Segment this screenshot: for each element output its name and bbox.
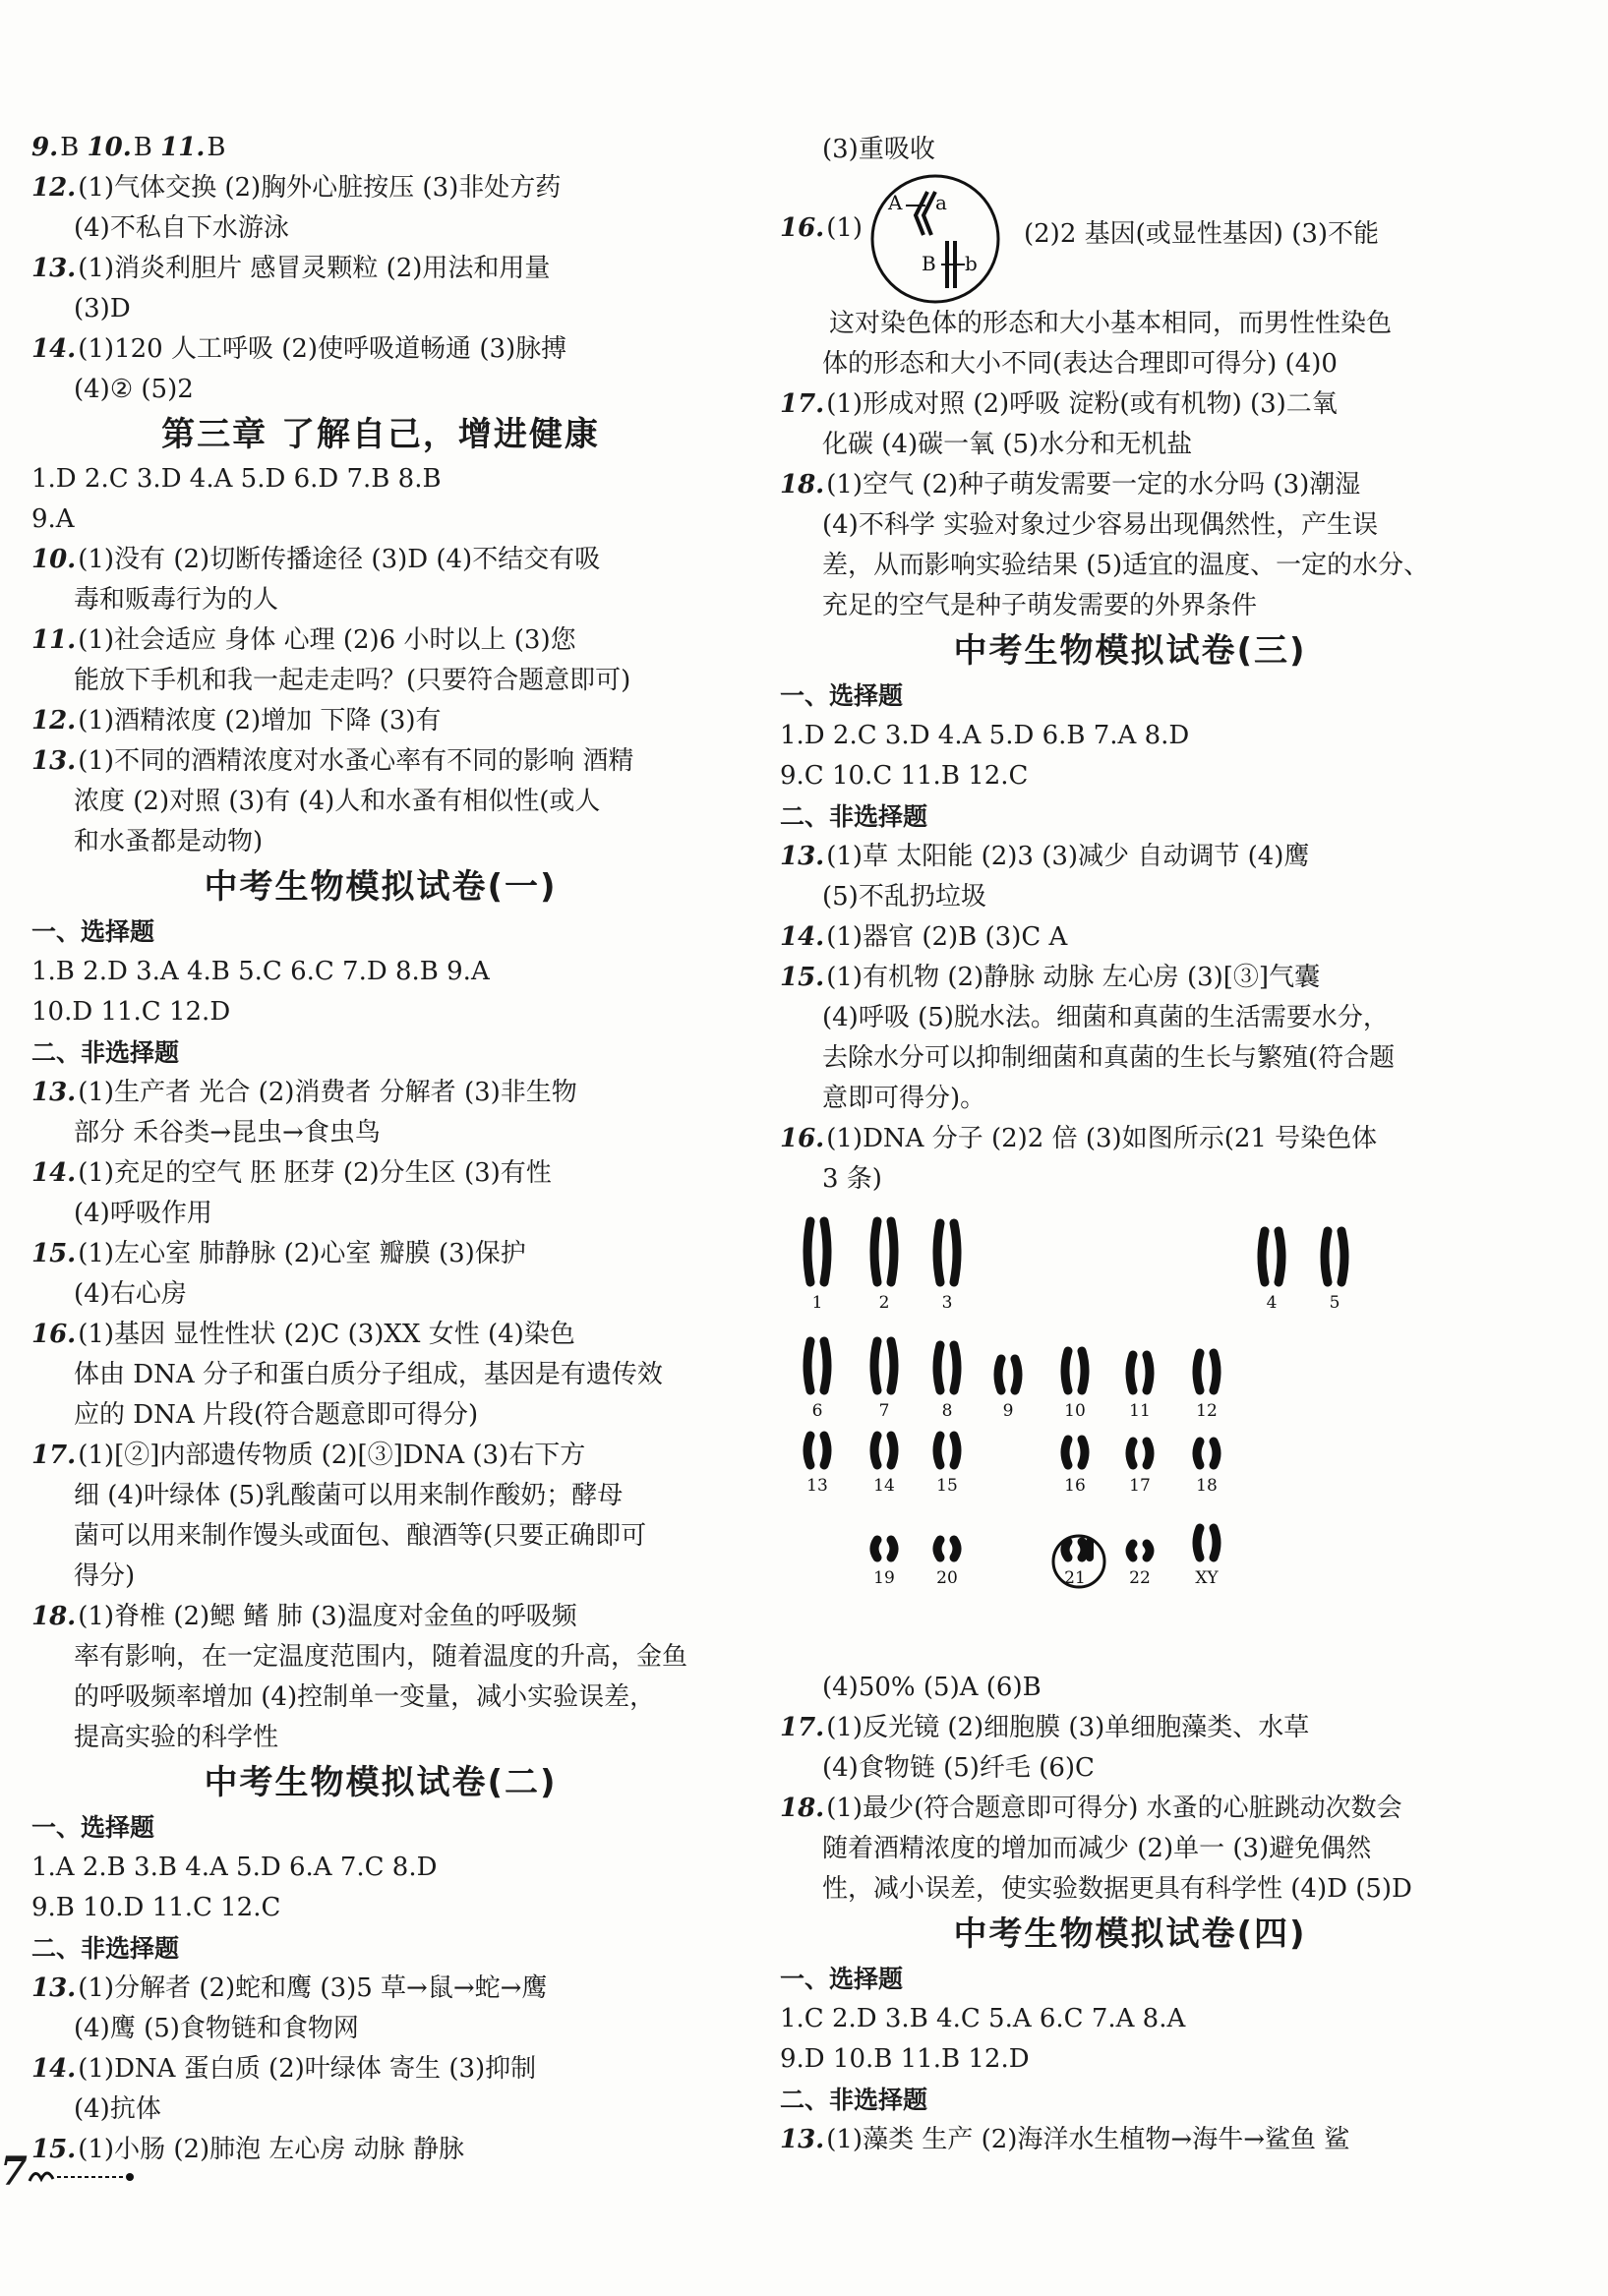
chromosome-pair	[1065, 1351, 1085, 1390]
chromosome-label: 12	[1196, 1401, 1218, 1421]
answer-text: (4)鹰 (5)食物链和食物网	[74, 2014, 359, 2043]
question-number: 17.	[31, 1441, 77, 1470]
answer-line	[31, 1888, 730, 1928]
answer-text: (1)120 人工呼吸 (2)使呼吸道畅通 (3)脉搏	[78, 334, 567, 364]
question-number: 13.	[31, 1078, 77, 1107]
answer-text: 这对染色体的形态和大小基本相同，而男性性染色	[829, 309, 1393, 338]
answer-line	[31, 741, 730, 782]
answer-line	[31, 701, 730, 741]
answer-text: (4)② (5)2	[74, 375, 194, 404]
chromosome-label: 10	[1064, 1401, 1086, 1421]
answer-line	[31, 1234, 730, 1274]
question-number: 11.	[160, 133, 206, 162]
answer-line	[780, 465, 1480, 505]
chromosome-pair	[874, 1221, 894, 1282]
answer-text: (1)基因 显性性状 (2)C (3)XX 女性 (4)染色	[78, 1320, 575, 1349]
chromosome-pair	[1197, 1528, 1217, 1558]
allele-label-B: B	[922, 252, 936, 275]
answer-text: B	[133, 133, 161, 162]
answer-line	[31, 1274, 730, 1315]
answer-line	[780, 505, 1480, 546]
answer-text: (1)DNA 分子 (2)2 倍 (3)如图所示(21 号染色体	[826, 1124, 1378, 1153]
answer-text: 充足的空气是种子萌发需要的外界条件	[822, 591, 1258, 620]
answer-line	[31, 1557, 730, 1597]
answer-text: 差，从而影响实验结果 (5)适宜的温度、一定的水分、	[822, 551, 1430, 580]
answer-text: (4)抗体	[74, 2094, 161, 2124]
answer-text: 随着酒精浓度的增加而减少 (2)单一 (3)避免偶然	[822, 1834, 1372, 1863]
chromosome-pair	[1130, 1544, 1150, 1558]
chromosome-pair	[937, 1436, 957, 1465]
answer-text: (1)有机物 (2)静脉 动脉 左心房 (3)[③]气囊	[826, 963, 1321, 992]
answer-text: 1.B 2.D 3.A 4.B 5.C 6.C 7.D 8.B 9.A	[31, 957, 490, 986]
right-block-5	[780, 1999, 1480, 2080]
answer-text: (1)脊椎 (2)鳃 鳍 肺 (3)温度对金鱼的呼吸频	[78, 1602, 577, 1631]
answer-line	[780, 998, 1480, 1038]
question-number: 15.	[31, 1239, 77, 1268]
answer-text: (1)最少(符合题意即可得分) 水蚤的心脏跳动次数会	[826, 1794, 1402, 1823]
answer-line	[780, 1038, 1480, 1079]
answer-line	[780, 756, 1480, 796]
chromosome-pair	[1130, 1355, 1150, 1390]
answer-line: (2)2 基因(或显性基因) (3)不能	[1024, 219, 1380, 249]
answer-text: 率有影响，在一定温度范围内，随着温度的升高，金鱼	[74, 1642, 688, 1672]
answer-line	[31, 2090, 730, 2130]
chromosome-label: 4	[1266, 1293, 1278, 1313]
chromosome-label: 21	[1064, 1568, 1086, 1588]
answer-text: 提高实验的科学性	[74, 1723, 279, 1752]
answer-text: 9.A	[31, 504, 75, 534]
answer-text: (1)不同的酒精浓度对水蚤心率有不同的影响 酒精	[78, 746, 634, 776]
answer-line	[31, 128, 730, 168]
answer-line	[31, 540, 730, 580]
right-block-1	[780, 304, 1480, 626]
chromosome-label: 9	[1002, 1401, 1014, 1421]
question-number: 9.	[31, 133, 59, 162]
page-ornament-icon	[28, 2165, 136, 2185]
chromosome-label: 13	[806, 1476, 828, 1496]
answer-text: (4)不科学 实验对象过少容易出现偶然性，产生误	[822, 510, 1379, 540]
allele-label-A: A	[888, 191, 903, 214]
chromosome-label: 6	[811, 1401, 823, 1421]
answer-text: (1)草 太阳能 (2)3 (3)减少 自动调节 (4)鹰	[826, 842, 1310, 871]
answer-line	[31, 1969, 730, 2009]
section-nonchoice-4: 二、非选择题	[780, 2086, 928, 2114]
answer-line	[780, 877, 1480, 917]
section-nonchoice-1: 二、非选择题	[31, 1038, 180, 1067]
answer-text: 浓度 (2)对照 (3)有 (4)人和水蚤有相似性(或人	[74, 787, 601, 816]
chromosome-pair	[937, 1223, 957, 1282]
chromosome-label: 17	[1129, 1476, 1151, 1496]
answer-text: 应的 DNA 片段(符合题意即可得分)	[74, 1400, 479, 1430]
answer-line	[31, 1153, 730, 1194]
question-number: 13.	[31, 746, 77, 776]
section-choice-4: 一、选择题	[780, 1965, 904, 1993]
left-block-5	[31, 1848, 730, 1928]
question-number: 13.	[31, 254, 77, 283]
answer-text: (4)50% (5)A (6)B	[822, 1673, 1042, 1702]
answer-line	[31, 1848, 730, 1888]
question-number: 15.	[780, 963, 825, 992]
answer-line	[780, 304, 1480, 344]
chromosome-pair	[937, 1540, 957, 1558]
chromosome-label: 8	[941, 1401, 953, 1421]
karyotype-figure	[780, 1206, 1480, 1668]
answer-line	[31, 1597, 730, 1637]
answer-text: (1)左心室 肺静脉 (2)心室 瓣膜 (3)保护	[78, 1239, 526, 1268]
section-nonchoice-2: 二、非选择题	[31, 1934, 180, 1963]
chromosome-label: 22	[1129, 1568, 1151, 1588]
chromosome-pair	[1130, 1442, 1150, 1465]
question-number: 14.	[31, 1158, 77, 1188]
answer-text: 性，减小误差，使实验数据更具有科学性 (4)D (5)D	[822, 1874, 1412, 1904]
chromosome-pair	[807, 1221, 827, 1282]
question-number: 10.	[87, 133, 132, 162]
answer-text: 毒和贩毒行为的人	[74, 585, 279, 615]
answer-text: (1)[②]内部遗传物质 (2)[③]DNA (3)右下方	[78, 1441, 586, 1470]
chromosome-pair-diagram	[866, 170, 1004, 308]
answer-line	[31, 2049, 730, 2090]
chromosome-label: 19	[873, 1568, 895, 1588]
answer-text: 9.B 10.D 11.C 12.C	[31, 1893, 281, 1922]
question-number: 17.	[780, 389, 825, 419]
question-number: 18.	[780, 470, 825, 500]
question-number: 10.	[31, 545, 77, 574]
answer-text: (5)不乱扔垃圾	[822, 882, 986, 912]
chromosome-pair	[1065, 1440, 1085, 1465]
right-column	[780, 130, 1480, 2160]
chromosome-pair	[1197, 1353, 1217, 1390]
question-number: 12.	[31, 173, 77, 203]
answer-line	[780, 958, 1480, 998]
answer-text: (1)生产者 光合 (2)消费者 分解者 (3)非生物	[78, 1078, 577, 1107]
answer-line	[780, 586, 1480, 626]
answer-line	[780, 1829, 1480, 1869]
question-number: 14.	[780, 922, 825, 952]
answer-text: (4)右心房	[74, 1279, 187, 1309]
chromosome-label: 11	[1129, 1401, 1151, 1421]
exam-heading-3: 中考生物模拟试卷(三)	[953, 631, 1307, 671]
chromosome-pair	[874, 1540, 894, 1558]
answer-line	[31, 249, 730, 289]
answer-line	[31, 500, 730, 540]
answer-text: 细 (4)叶绿体 (5)乳酸菌可以用来制作酸奶；酵母	[74, 1481, 624, 1510]
answer-line	[31, 459, 730, 500]
answer-line	[31, 329, 730, 370]
answer-text: 10.D 11.C 12.D	[31, 997, 231, 1027]
answer-text: (1)社会适应 身体 心理 (2)6 小时以上 (3)您	[78, 625, 576, 655]
answer-text: 能放下手机和我一起走走吗？(只要符合题意即可)	[74, 666, 631, 695]
answer-line	[31, 620, 730, 661]
answer-line	[780, 1159, 1480, 1200]
question-number: 14.	[31, 2054, 77, 2084]
answer-text: 1.D 2.C 3.D 4.A 5.D 6.D 7.B 8.B	[31, 464, 442, 494]
answer-line	[31, 370, 730, 410]
answer-text: (4)呼吸 (5)脱水法。细菌和真菌的生活需要水分，	[822, 1003, 1389, 1032]
chromosome-pair	[1262, 1231, 1281, 1282]
answer-text: (1)气体交换 (2)胸外心脏按压 (3)非处方药	[78, 173, 562, 203]
answer-text: 去除水分可以抑制细菌和真菌的生长与繁殖(符合题	[822, 1043, 1396, 1073]
question-number: 13.	[780, 842, 825, 871]
answer-line	[780, 917, 1480, 958]
chromosome-pair	[807, 1341, 827, 1390]
answer-line	[31, 1436, 730, 1476]
question-number: 13.	[780, 2125, 825, 2154]
answer-text: 得分)	[74, 1561, 136, 1591]
answer-line	[31, 1395, 730, 1436]
answer-line	[780, 2039, 1480, 2080]
answer-line	[780, 837, 1480, 877]
chromosome-label: 1	[811, 1293, 823, 1313]
answer-line	[780, 1708, 1480, 1748]
right-block-2	[780, 716, 1480, 796]
chapter-heading: 第三章 了解自己，增进健康	[161, 415, 600, 454]
chromosome-pair	[998, 1359, 1018, 1390]
answer-line	[31, 1678, 730, 1718]
answer-line	[780, 344, 1480, 384]
answer-line	[31, 1718, 730, 1758]
answer-line	[780, 1789, 1480, 1829]
answer-text: (1)分解者 (2)蛇和鹰 (3)5 草→鼠→蛇→鹰	[78, 1973, 548, 2003]
answer-line	[31, 952, 730, 992]
chromosome-label: 20	[936, 1568, 958, 1588]
answer-line	[31, 1355, 730, 1395]
exam-heading-4: 中考生物模拟试卷(四)	[953, 1914, 1307, 1954]
answer-line	[31, 1073, 730, 1113]
answer-text: 部分 禾谷类→昆虫→食虫鸟	[74, 1118, 381, 1148]
answer-text: (1)形成对照 (2)呼吸 淀粉(或有机物) (3)二氧	[826, 389, 1338, 419]
answer-line	[780, 425, 1480, 465]
allele-label-b: b	[965, 252, 978, 275]
exam-heading-1: 中考生物模拟试卷(一)	[204, 867, 558, 907]
right-block-6	[780, 2120, 1480, 2160]
answer-line	[780, 1668, 1480, 1708]
answer-line	[31, 822, 730, 862]
question-number: 14.	[31, 334, 77, 364]
answer-text: 和水蚤都是动物)	[74, 827, 264, 856]
answer-line	[780, 1079, 1480, 1119]
answer-text: (4)呼吸作用	[74, 1199, 212, 1228]
answer-line: (3)重吸收	[822, 135, 935, 164]
answer-prefix: (1)	[826, 213, 864, 243]
question-16-diagram-row	[780, 170, 1480, 304]
chromosome-pair	[1197, 1442, 1217, 1465]
right-block-4	[780, 1668, 1480, 1910]
chromosome-pair	[874, 1436, 894, 1465]
question-number: 18.	[780, 1794, 825, 1823]
chromosome-label: 15	[936, 1476, 958, 1496]
answer-text: 体由 DNA 分子和蛋白质分子组成，基因是有遗传效	[74, 1360, 663, 1389]
left-block-4	[31, 1073, 730, 1758]
answer-text: 9.C 10.C 11.B 12.C	[780, 761, 1029, 791]
chromosome-label: 18	[1196, 1476, 1218, 1496]
answer-line	[780, 716, 1480, 756]
answer-line	[780, 1119, 1480, 1159]
answer-line	[31, 2009, 730, 2049]
answer-text: (1)藻类 生产 (2)海洋水生植物→海牛→鲨鱼 鲨	[826, 2125, 1350, 2154]
question-number: 17.	[780, 1713, 825, 1742]
left-block-2	[31, 459, 730, 862]
answer-line	[780, 1748, 1480, 1789]
answer-line	[31, 168, 730, 208]
answer-text: (1)DNA 蛋白质 (2)叶绿体 寄生 (3)抑制	[78, 2054, 537, 2084]
answer-line	[31, 580, 730, 620]
answer-text: 体的形态和大小不同(表达合理即可得分) (4)0	[822, 349, 1338, 379]
answer-line	[31, 2130, 730, 2170]
answer-line	[31, 782, 730, 822]
allele-label-a: a	[935, 191, 947, 214]
answer-line	[780, 1869, 1480, 1910]
answer-text: (1)消炎利胆片 感冒灵颗粒 (2)用法和用量	[78, 254, 551, 283]
answer-text: 菌可以用来制作馒头或面包、酿酒等(只要正确即可	[74, 1521, 647, 1551]
question-number: 16.	[780, 1124, 825, 1153]
question-number: 13.	[31, 1973, 77, 2003]
section-nonchoice-3: 二、非选择题	[780, 802, 928, 831]
chromosome-label: 3	[941, 1293, 953, 1313]
chromosome-label: 5	[1329, 1293, 1340, 1313]
left-block-6	[31, 1969, 730, 2170]
answer-line	[31, 1194, 730, 1234]
left-block-3	[31, 952, 730, 1032]
answer-text: (1)小肠 (2)肺泡 左心房 动脉 静脉	[78, 2135, 464, 2164]
chromosome-pair	[1325, 1231, 1344, 1282]
question-number: 11.	[31, 625, 77, 655]
answer-text: (1)充足的空气 胚 胚芽 (2)分生区 (3)有性	[78, 1158, 552, 1188]
section-choice-2: 一、选择题	[31, 1813, 155, 1842]
answer-line	[31, 661, 730, 701]
answer-text: (1)没有 (2)切断传播途径 (3)D (4)不结交有吸	[78, 545, 601, 574]
chromosome-label: 2	[878, 1293, 890, 1313]
answer-text: 1.A 2.B 3.B 4.A 5.D 6.A 7.C 8.D	[31, 1853, 438, 1882]
question-number: 12.	[31, 706, 77, 736]
answer-line	[31, 289, 730, 329]
section-choice-1: 一、选择题	[31, 917, 155, 946]
chromosome-label: 16	[1064, 1476, 1086, 1496]
answer-text: 9.D 10.B 11.B 12.D	[780, 2044, 1030, 2074]
chromosome-pair	[807, 1436, 827, 1465]
chromosome-label: 14	[873, 1476, 895, 1496]
answer-line	[31, 208, 730, 249]
answer-text: 的呼吸频率增加 (4)控制单一变量，减小实验误差，	[74, 1682, 656, 1712]
answer-line	[31, 1476, 730, 1516]
answer-text: (1)器官 (2)B (3)C A	[826, 922, 1068, 952]
chromosome-label: XY	[1195, 1568, 1219, 1588]
answer-line	[31, 1516, 730, 1557]
answer-text: 1.D 2.C 3.D 4.A 5.D 6.B 7.A 8.D	[780, 721, 1190, 750]
section-choice-3: 一、选择题	[780, 681, 904, 710]
page-number: 7	[0, 2149, 28, 2195]
left-block-1	[31, 128, 730, 410]
answer-line	[780, 1999, 1480, 2039]
chromosome-pair	[937, 1345, 957, 1390]
question-number: 18.	[31, 1602, 77, 1631]
question-number: 15.	[31, 2135, 77, 2164]
answer-text: (1)反光镜 (2)细胞膜 (3)单细胞藻类、水草	[826, 1713, 1310, 1742]
question-number: 16.	[780, 213, 825, 243]
answer-text: B	[60, 133, 88, 162]
answer-text: 3 条)	[822, 1164, 882, 1194]
exam-heading-2: 中考生物模拟试卷(二)	[204, 1763, 558, 1802]
answer-text: (3)D	[74, 294, 131, 324]
answer-text: 1.C 2.D 3.B 4.C 5.A 6.C 7.A 8.A	[780, 2004, 1186, 2033]
answer-text: 化碳 (4)碳一氧 (5)水分和无机盐	[822, 430, 1193, 459]
chromosome-label: 7	[878, 1401, 890, 1421]
answer-line	[31, 1113, 730, 1153]
left-column	[31, 128, 730, 2170]
answer-line	[31, 992, 730, 1032]
question-number: 16.	[31, 1320, 77, 1349]
chromosome-pair	[874, 1341, 894, 1390]
answer-text: (4)食物链 (5)纤毛 (6)C	[822, 1753, 1095, 1783]
answer-line	[780, 2120, 1480, 2160]
answer-line	[31, 1315, 730, 1355]
answer-text: (1)空气 (2)种子萌发需要一定的水分吗 (3)潮湿	[826, 470, 1361, 500]
answer-line	[780, 546, 1480, 586]
answer-line	[780, 384, 1480, 425]
answer-line	[31, 1637, 730, 1678]
answer-text: (4)不私自下水游泳	[74, 213, 289, 243]
answer-text: 意即可得分)。	[822, 1084, 986, 1113]
right-block-3	[780, 837, 1480, 1200]
answer-text: (1)酒精浓度 (2)增加 下降 (3)有	[78, 706, 442, 736]
answer-text: B	[207, 133, 226, 162]
